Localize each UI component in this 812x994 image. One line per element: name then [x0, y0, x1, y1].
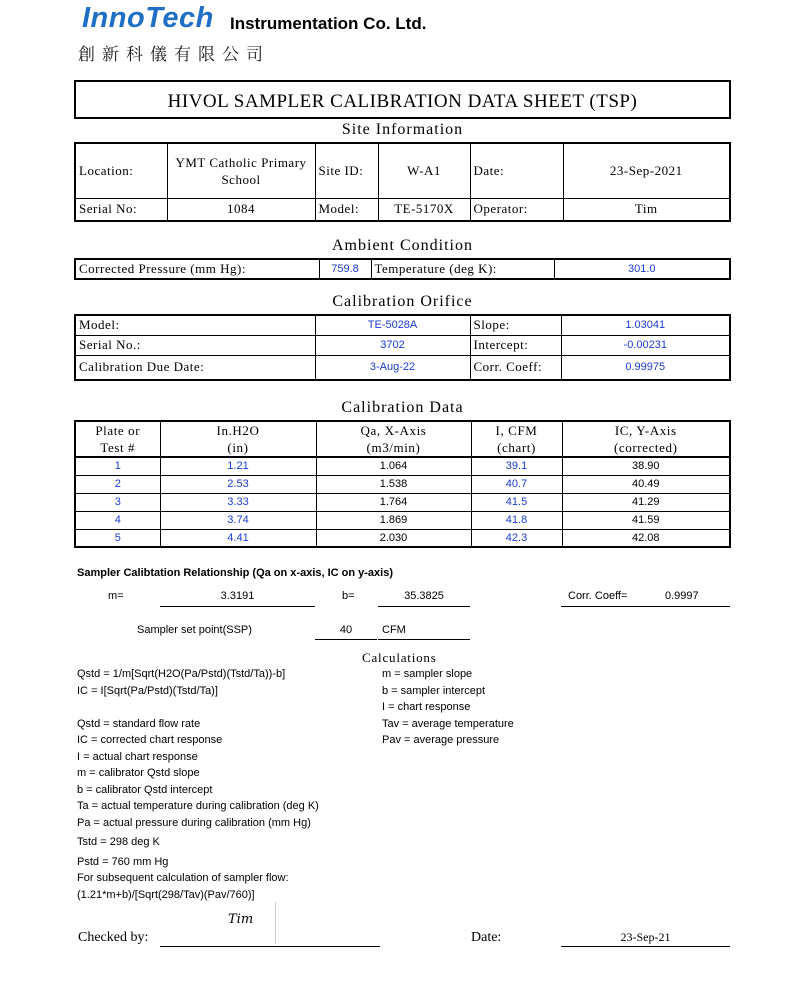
def-qstd: Qstd = standard flow rate: [77, 717, 201, 730]
signature-divider: [275, 902, 276, 944]
col-header-i: I, CFM: [471, 421, 562, 439]
cell-qa: 1.064: [316, 457, 471, 475]
col-subheader-qa: (m3/min): [316, 439, 471, 457]
intercept-label: Intercept:: [470, 335, 561, 355]
cell-inh2o: 1.21: [160, 457, 316, 475]
def-pa: Pa = actual pressure during calibration (mm Hg): [77, 816, 311, 829]
table-row: [75, 493, 730, 511]
cell-qa: 1.764: [316, 493, 471, 511]
ambient-heading: Ambient Condition: [332, 237, 473, 254]
corr-coeff-value: 0.9997: [665, 590, 699, 602]
table-row: [75, 529, 730, 547]
relationship-heading: Sampler Calibtation Relationship (Qa on x-axis, IC on y-axis): [77, 567, 394, 579]
date-label: Date:: [470, 143, 563, 198]
subsequent-note: For subsequent calculation of sampler flow:: [77, 872, 289, 884]
def-sampler-m: m = sampler slope: [382, 668, 473, 680]
site-id-value: W-A1: [378, 143, 470, 198]
slope-value: 1.03041: [561, 315, 730, 335]
location-label: Location:: [75, 143, 167, 198]
calculations-heading: Calculations: [362, 650, 437, 665]
calculations-right: [382, 666, 514, 749]
col-subheader-ic: (corrected): [562, 439, 730, 457]
serial-label: Serial No:: [75, 198, 167, 221]
document-title: HIVOL SAMPLER CALIBRATION DATA SHEET (TSP): [167, 91, 638, 112]
def-i: I = actual chart response: [77, 750, 198, 763]
ambient-table: [74, 258, 731, 280]
def-pstd: Pstd = 760 mm Hg: [77, 855, 169, 868]
temperature-label: Temperature (deg K):: [371, 259, 554, 279]
table-row: [75, 475, 730, 493]
col-header-plate: Plate or: [75, 421, 160, 439]
b-label: b=: [342, 590, 355, 602]
col-subheader-inh2o: (in): [160, 439, 316, 457]
formula-ic: IC = I[Sqrt(Pa/Pstd)(Tstd/Ta)]: [77, 684, 218, 697]
company-logo-name: InnoTech: [82, 2, 214, 34]
cell-ic: 40.49: [562, 475, 730, 493]
due-date-label: Calibration Due Date:: [75, 355, 315, 380]
m-value: 3.3191: [160, 590, 315, 607]
orifice-serial-value: 3702: [315, 335, 470, 355]
pressure-label: Corrected Pressure (mm Hg):: [75, 259, 319, 279]
checked-by-line: [160, 946, 380, 947]
site-id-label: Site ID:: [315, 143, 378, 198]
cell-plate: 2: [75, 475, 160, 493]
col-subheader-plate: Test #: [75, 439, 160, 457]
cell-plate: 4: [75, 511, 160, 529]
def-pav: Pav = average pressure: [382, 734, 500, 746]
corr-coeff-field: [561, 590, 730, 607]
def-sampler-b: b = sampler intercept: [382, 684, 486, 697]
cell-ic: 38.90: [562, 457, 730, 475]
operator-value: Tim: [563, 198, 730, 221]
footer-date-value: 23-Sep-21: [561, 930, 730, 947]
cell-i: 41.5: [471, 493, 562, 511]
ssp-label: Sampler set point(SSP): [137, 624, 252, 636]
cell-ic: 41.59: [562, 511, 730, 529]
cell-qa: 1.538: [316, 475, 471, 493]
orifice-heading: Calibration Orifice: [332, 293, 473, 310]
signature: Tim: [228, 912, 254, 927]
orifice-model-value: TE-5028A: [315, 315, 470, 335]
company-chinese-name: 創新科儀有限公司: [78, 45, 270, 65]
table-row: [75, 457, 730, 475]
col-header-qa: Qa, X-Axis: [316, 421, 471, 439]
pressure-value: 759.8: [319, 259, 371, 279]
calculations-left: [77, 666, 319, 903]
location-value: YMT Catholic Primary School: [167, 143, 315, 198]
due-date-value: 3-Aug-22: [315, 355, 470, 380]
cell-plate: 3: [75, 493, 160, 511]
serial-value: 1084: [167, 198, 315, 221]
model-label: Model:: [315, 198, 378, 221]
model-value: TE-5170X: [378, 198, 470, 221]
cell-inh2o: 2.53: [160, 475, 316, 493]
cal-data-heading: Calibration Data: [341, 399, 464, 416]
orifice-serial-label: Serial No.:: [75, 335, 315, 355]
def-ic: IC = corrected chart response: [77, 734, 223, 746]
spacer: [77, 699, 319, 716]
cell-inh2o: 3.74: [160, 511, 316, 529]
def-tav: Tav = average temperature: [382, 717, 514, 730]
cell-i: 40.7: [471, 475, 562, 493]
ssp-unit: CFM: [378, 624, 470, 640]
table-row: [75, 511, 730, 529]
cell-plate: 1: [75, 457, 160, 475]
corr-coeff-label: Corr. Coeff=: [568, 590, 628, 602]
orifice-model-label: Model:: [75, 315, 315, 335]
def-tstd: Tstd = 298 deg K: [77, 836, 160, 848]
cal-data-table: [74, 420, 731, 548]
b-value: 35.3825: [378, 590, 470, 607]
orifice-table: [74, 314, 731, 381]
cell-inh2o: 3.33: [160, 493, 316, 511]
checked-by-label: Checked by:: [78, 930, 149, 945]
def-ta: Ta = actual temperature during calibration (deg K): [77, 800, 319, 812]
col-subheader-i: (chart): [471, 439, 562, 457]
def-sampler-i: I = chart response: [382, 701, 471, 713]
date-value: 23-Sep-2021: [563, 143, 730, 198]
col-header-inh2o: In.H2O: [160, 421, 316, 439]
cell-ic: 42.08: [562, 529, 730, 547]
cell-i: 39.1: [471, 457, 562, 475]
def-m: m = calibrator Qstd slope: [77, 767, 200, 779]
cell-i: 42.3: [471, 529, 562, 547]
cell-i: 41.8: [471, 511, 562, 529]
ssp-value: 40: [315, 624, 377, 640]
company-suffix: Instrumentation Co. Ltd.: [230, 14, 427, 33]
cell-qa: 1.869: [316, 511, 471, 529]
m-label: m=: [108, 590, 124, 602]
cell-qa: 2.030: [316, 529, 471, 547]
formula-qstd: Qstd = 1/m[Sqrt(H2O(Pa/Pstd)(Tstd/Ta))-b]: [77, 668, 286, 680]
slope-label: Slope:: [470, 315, 561, 335]
orifice-corr-value: 0.99975: [561, 355, 730, 380]
footer-date-label: Date:: [471, 930, 502, 945]
cell-ic: 41.29: [562, 493, 730, 511]
cell-inh2o: 4.41: [160, 529, 316, 547]
intercept-value: -0.00231: [561, 335, 730, 355]
title-box: [74, 80, 731, 119]
temperature-value: 301.0: [554, 259, 730, 279]
site-info-table: [74, 142, 731, 222]
operator-label: Operator:: [470, 198, 563, 221]
def-b: b = calibrator Qstd intercept: [77, 783, 213, 796]
orifice-corr-label: Corr. Coeff:: [470, 355, 561, 380]
col-header-ic: IC, Y-Axis: [562, 421, 730, 439]
subsequent-formula: (1.21*m+b)/[Sqrt(298/Tav)(Pav/760)]: [77, 888, 255, 901]
site-info-heading: Site Information: [341, 121, 464, 138]
cell-plate: 5: [75, 529, 160, 547]
